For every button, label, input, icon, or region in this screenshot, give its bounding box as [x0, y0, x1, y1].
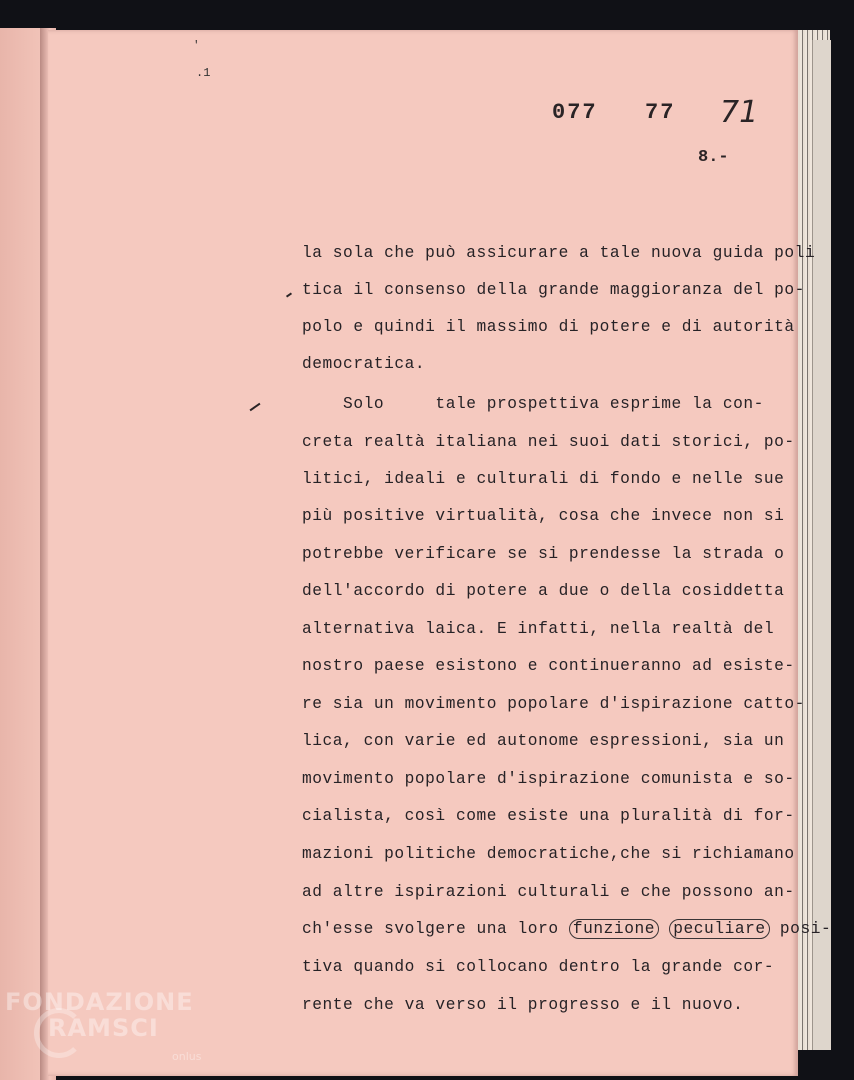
text-line-annotated	[302, 920, 831, 938]
archive-number-secondary: 77	[645, 100, 676, 125]
watermark-gramsci: RAMSCI	[48, 1014, 159, 1042]
archive-number: 077	[552, 100, 598, 125]
watermark-fondazione: FONDAZIONE	[5, 988, 194, 1016]
text-line: tica il consenso della grande maggioranza del po-	[302, 281, 805, 299]
ink-speck: '	[193, 40, 200, 52]
text-line: re sia un movimento popolare d'ispirazione catto-	[302, 695, 805, 713]
text-fragment: posi-	[769, 920, 832, 938]
text-line: rente che va verso il progresso e il nuovo.	[302, 996, 744, 1014]
text-line: alternativa laica. E infatti, nella realtà del	[302, 620, 775, 638]
page-marker: 8.-	[698, 148, 729, 167]
ink-speck: .1	[196, 66, 211, 80]
text-line: tiva quando si collocano dentro la grande cor-	[302, 958, 775, 976]
text-fragment: ch'esse svolgere una loro	[302, 920, 569, 938]
text-line: la sola che può assicurare a tale nuova guida poli	[302, 244, 816, 262]
text-line: litici, ideali e culturali di fondo e nelle sue	[302, 470, 785, 488]
text-line: mazioni politiche democratiche,che si richiamano	[302, 845, 795, 863]
text-line: cialista, così come esiste una pluralità di for-	[302, 807, 795, 825]
text-line: creta realtà italiana nei suoi dati storici, po-	[302, 433, 795, 451]
handwritten-folio-number: 71	[720, 95, 759, 130]
circled-word: funzione	[569, 919, 659, 939]
text-line: potrebbe verificare se si prendesse la strada o	[302, 545, 785, 563]
circled-word: peculiare	[669, 919, 769, 939]
text-line: movimento popolare d'ispirazione comunista e so-	[302, 770, 795, 788]
text-line: democratica.	[302, 355, 426, 373]
text-fragment	[659, 920, 669, 938]
page-stack-back	[812, 40, 831, 1050]
text-line: nostro paese esistono e continueranno ad esiste-	[302, 657, 795, 675]
text-line: polo e quindi il massimo di potere e di autorità	[302, 318, 795, 336]
text-line: dell'accordo di potere a due o della cosiddetta	[302, 582, 785, 600]
watermark-onlus: onlus	[172, 1050, 202, 1063]
text-line: ad altre ispirazioni culturali e che possono an-	[302, 883, 795, 901]
text-line: Solo tale prospettiva esprime la con-	[302, 395, 764, 413]
text-line: più positive virtualità, cosa che invece non si	[302, 507, 785, 525]
text-line: lica, con varie ed autonome espressioni, sia un	[302, 732, 785, 750]
